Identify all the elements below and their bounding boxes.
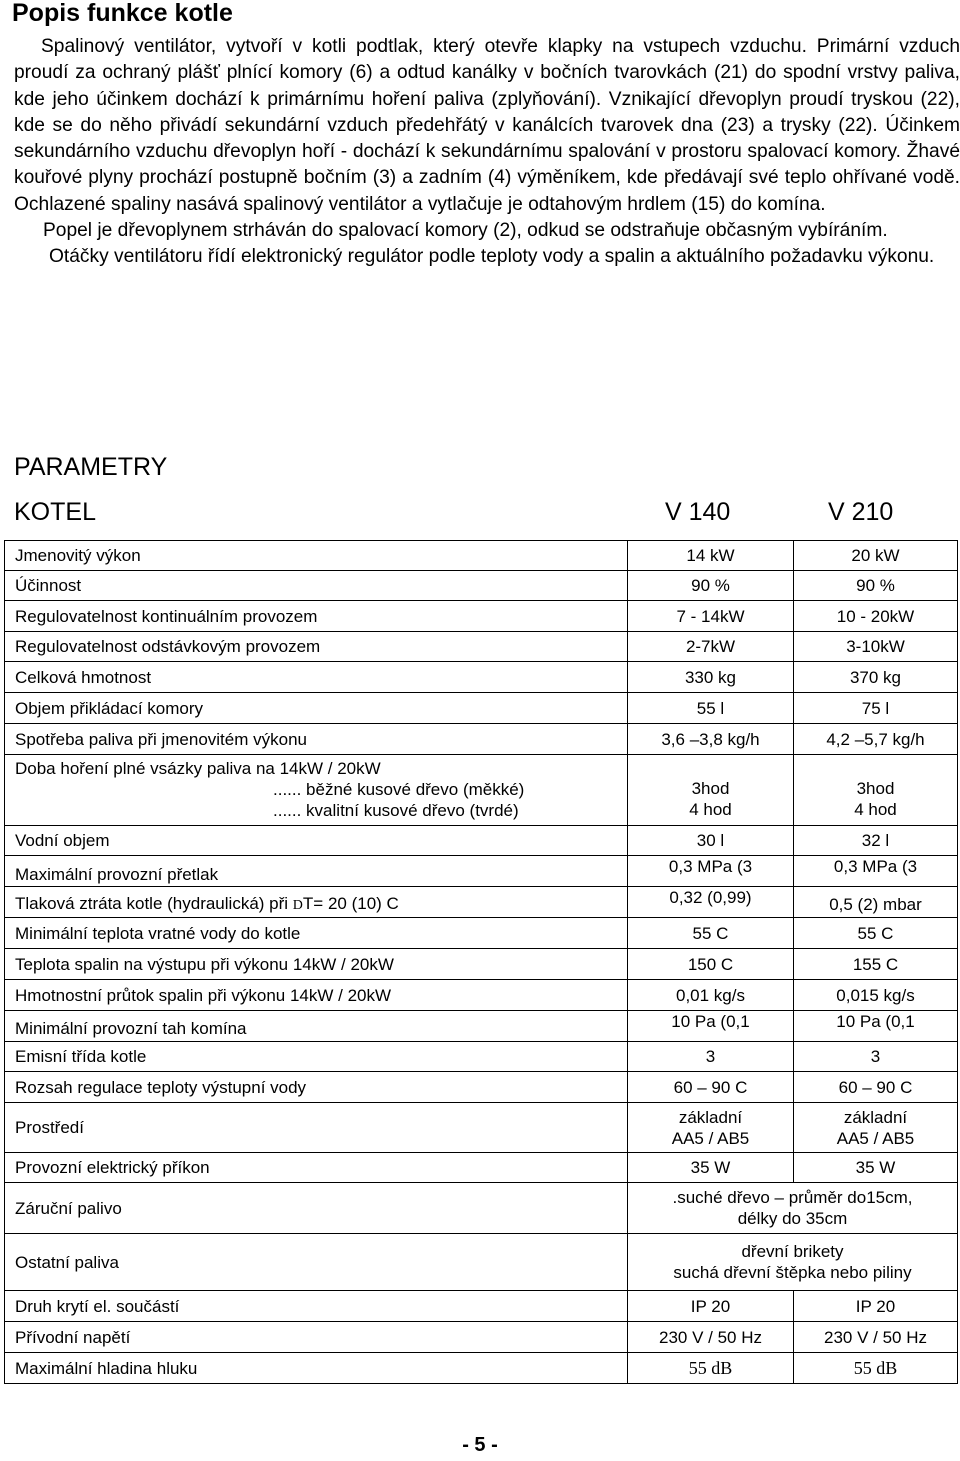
environment-class-v210: základní: [843, 1107, 908, 1127]
param-label: Rozsah regulace teploty výstupní vody: [5, 1072, 628, 1103]
table-row: [5, 1153, 958, 1183]
table-row: [5, 980, 958, 1011]
param-value-v210: [794, 755, 958, 826]
parameters-table: [4, 540, 958, 1384]
param-value-v140: 0,01 kg/s: [628, 980, 794, 1011]
param-value-v140: 90 %: [628, 571, 794, 601]
table-row: [5, 1291, 958, 1322]
burn-hardwood-v140: 4 hod: [689, 800, 732, 819]
param-value-v210: 3-10kW: [794, 632, 958, 662]
page-number: - 5 -: [462, 1434, 498, 1456]
param-label: Jmenovitý výkon: [5, 541, 628, 571]
param-label: Druh krytí el. součástí: [5, 1291, 628, 1322]
other-fuels-value: [628, 1234, 958, 1291]
param-value-v140: IP 20: [628, 1291, 794, 1322]
kotel-model-v140: V 140: [665, 498, 731, 526]
table-row: [5, 1072, 958, 1103]
param-value-v140: 3,6 –3,8 kg/h: [628, 724, 794, 755]
param-label: Emisní třída kotle: [5, 1042, 628, 1072]
param-value-v140: 55 l: [628, 693, 794, 724]
param-value-v140: 14 kW: [628, 541, 794, 571]
param-value-v210: 4,2 –5,7 kg/h: [794, 724, 958, 755]
param-value-v140: [628, 755, 794, 826]
table-row: [5, 1011, 958, 1042]
param-label: [5, 755, 628, 826]
intro-paragraph-3: Otáčky ventilátoru řídí elektronický regulátor podle teploty vody a spalin a aktuálního požadavku výkonu.: [49, 246, 935, 268]
intro-paragraph-1: Spalinový ventilátor, vytvoří v kotli podtlak, který otevře klapky na vstupech vzduchu. Primární vzduch proudí za ochraný plášť plnící komory (6) a odtud kanálky v bočních tvarovkách (21) do spodní vrstvy paliva, kde jeho účinkem dochází k primárnímu hoření paliva (zplyňování). Vznikající dřevoplyn proudí tryskou (22), kde se do něho přivádí sekundární vzduch předehřátý v kanálcích tvarovek dna (23) a trysky (22). Účinkem sekundárního vzduchu dřevoplyn hoří - dochází k sekundárnímu spalování v prostoru spalovací komory. Žhavé kouřové plyny prochází postupně bočním (3) a zadním (4) výměníkem, kde předávají své teplo ohřívané vodě. Ochlazené spaliny nasává spalinový ventilátor a vytlačuje je odtahovým hrdlem (15) do komína.: [14, 36, 960, 215]
param-value-v210: IP 20: [794, 1291, 958, 1322]
param-label: Celková hmotnost: [5, 662, 628, 693]
param-label: Prostředí: [5, 1103, 628, 1153]
burn-hardwood-v210: 4 hod: [854, 800, 897, 819]
table-row: [5, 887, 958, 918]
param-label: Maximální provozní přetlak: [5, 856, 628, 887]
param-label: [5, 887, 628, 918]
environment-code-v140: AA5 / AB5: [671, 1128, 750, 1148]
param-label: Záruční palivo: [5, 1183, 628, 1234]
pressure-loss-label-end: T= 20 (10) C: [302, 893, 399, 913]
param-label: Regulovatelnost kontinuálním provozem: [5, 601, 628, 632]
param-value-v140: 55 dB: [628, 1353, 794, 1384]
table-row-warranty-fuel: [5, 1183, 958, 1234]
param-value-v210: 0,3 MPa (3: [794, 856, 958, 887]
param-value-v210: 90 %: [794, 571, 958, 601]
param-label: Minimální provozní tah komína: [5, 1011, 628, 1042]
kotel-model-v210: V 210: [828, 498, 894, 526]
param-label: Objem přikládací komory: [5, 693, 628, 724]
intro-text: [14, 34, 960, 271]
param-label: Přívodní napětí: [5, 1322, 628, 1353]
param-value-v140: 35 W: [628, 1153, 794, 1183]
param-label: Spotřeba paliva při jmenovitém výkonu: [5, 724, 628, 755]
param-value-v140: 60 – 90 C: [628, 1072, 794, 1103]
warranty-fuel-line-1: .suché dřevo – průměr do15cm,: [672, 1188, 913, 1207]
environment-code-v210: AA5 / AB5: [836, 1128, 915, 1148]
param-label: Hmotnostní průtok spalin při výkonu 14kW / 20kW: [5, 980, 628, 1011]
table-row-burn-time: [5, 755, 958, 826]
table-row-other-fuels: [5, 1234, 958, 1291]
param-value-v140: 0,3 MPa (3: [628, 856, 794, 887]
table-row: [5, 1322, 958, 1353]
param-value-v210: 60 – 90 C: [794, 1072, 958, 1103]
param-value-v140: 330 kg: [628, 662, 794, 693]
param-value-v140: 2-7kW: [628, 632, 794, 662]
param-label: Provozní elektrický příkon: [5, 1153, 628, 1183]
warranty-fuel-line-2: délky do 35cm: [737, 1209, 848, 1228]
table-row: [5, 1353, 958, 1384]
param-value-v140: [628, 1103, 794, 1153]
param-value-v140: 150 C: [628, 949, 794, 980]
kotel-header: [0, 495, 960, 529]
burn-softwood-v140: 3hod: [691, 779, 730, 798]
param-value-v210: 3: [794, 1042, 958, 1072]
table-row: [5, 571, 958, 601]
table-row: [5, 632, 958, 662]
delta-symbol: D: [292, 897, 303, 913]
param-value-v210: 55 C: [794, 918, 958, 949]
table-row: [5, 826, 958, 856]
param-value-v140: 10 Pa (0,1: [628, 1011, 794, 1042]
table-row: [5, 541, 958, 571]
param-label: Účinnost: [5, 571, 628, 601]
environment-class-v140: základní: [678, 1107, 743, 1127]
param-value-v140: 3: [628, 1042, 794, 1072]
params-heading: PARAMETRY: [14, 453, 168, 481]
param-value-v210: 32 l: [794, 826, 958, 856]
param-label: Teplota spalin na výstupu při výkonu 14kW / 20kW: [5, 949, 628, 980]
burn-time-hardwood: ...... kvalitní kusové dřevo (tvrdé): [273, 801, 519, 820]
param-value-v140: 0,32 (0,99): [628, 887, 794, 918]
param-value-v210: 10 - 20kW: [794, 601, 958, 632]
pressure-loss-label: Tlaková ztráta kotle (hydraulická) při: [15, 893, 293, 913]
param-value-v210: 55 dB: [794, 1353, 958, 1384]
param-value-v210: 20 kW: [794, 541, 958, 571]
param-value-v210: 230 V / 50 Hz: [794, 1322, 958, 1353]
page-title: Popis funkce kotle: [12, 0, 233, 27]
param-value-v210: 155 C: [794, 949, 958, 980]
param-label: Ostatní paliva: [5, 1234, 628, 1291]
table-row: [5, 949, 958, 980]
param-label: Minimální teplota vratné vody do kotle: [5, 918, 628, 949]
warranty-fuel-value: [628, 1183, 958, 1234]
param-value-v140: 55 C: [628, 918, 794, 949]
param-value-v210: 370 kg: [794, 662, 958, 693]
table-row: [5, 918, 958, 949]
param-value-v140: 230 V / 50 Hz: [628, 1322, 794, 1353]
param-label: Regulovatelnost odstávkovým provozem: [5, 632, 628, 662]
param-label: Maximální hladina hluku: [5, 1353, 628, 1384]
table-row: [5, 856, 958, 887]
param-value-v210: [794, 1103, 958, 1153]
table-row-environment: [5, 1103, 958, 1153]
param-value-v210: 0,015 kg/s: [794, 980, 958, 1011]
param-value-v210: 10 Pa (0,1: [794, 1011, 958, 1042]
intro-paragraph-2: Popel je dřevoplynem strháván do spalovací komory (2), odkud se odstraňuje občasným vybíráním.: [43, 220, 888, 242]
burn-softwood-v210: 3hod: [856, 779, 895, 798]
table-row: [5, 724, 958, 755]
kotel-label: KOTEL: [14, 498, 96, 526]
table-row: [5, 662, 958, 693]
param-label: Vodní objem: [5, 826, 628, 856]
param-value-v140: 30 l: [628, 826, 794, 856]
burn-time-softwood: ...... běžné kusové dřevo (měkké): [273, 780, 525, 799]
table-row: [5, 601, 958, 632]
table-row: [5, 693, 958, 724]
param-value-v210: 35 W: [794, 1153, 958, 1183]
other-fuels-line-2: suchá dřevní štěpka nebo piliny: [673, 1263, 912, 1282]
param-value-v210: 0,5 (2) mbar: [794, 887, 958, 918]
burn-time-label: Doba hoření plné vsázky paliva na 14kW / 20kW: [15, 759, 381, 778]
param-value-v140: 7 - 14kW: [628, 601, 794, 632]
table-row: [5, 1042, 958, 1072]
other-fuels-line-1: dřevní brikety: [741, 1242, 844, 1261]
param-value-v210: 75 l: [794, 693, 958, 724]
